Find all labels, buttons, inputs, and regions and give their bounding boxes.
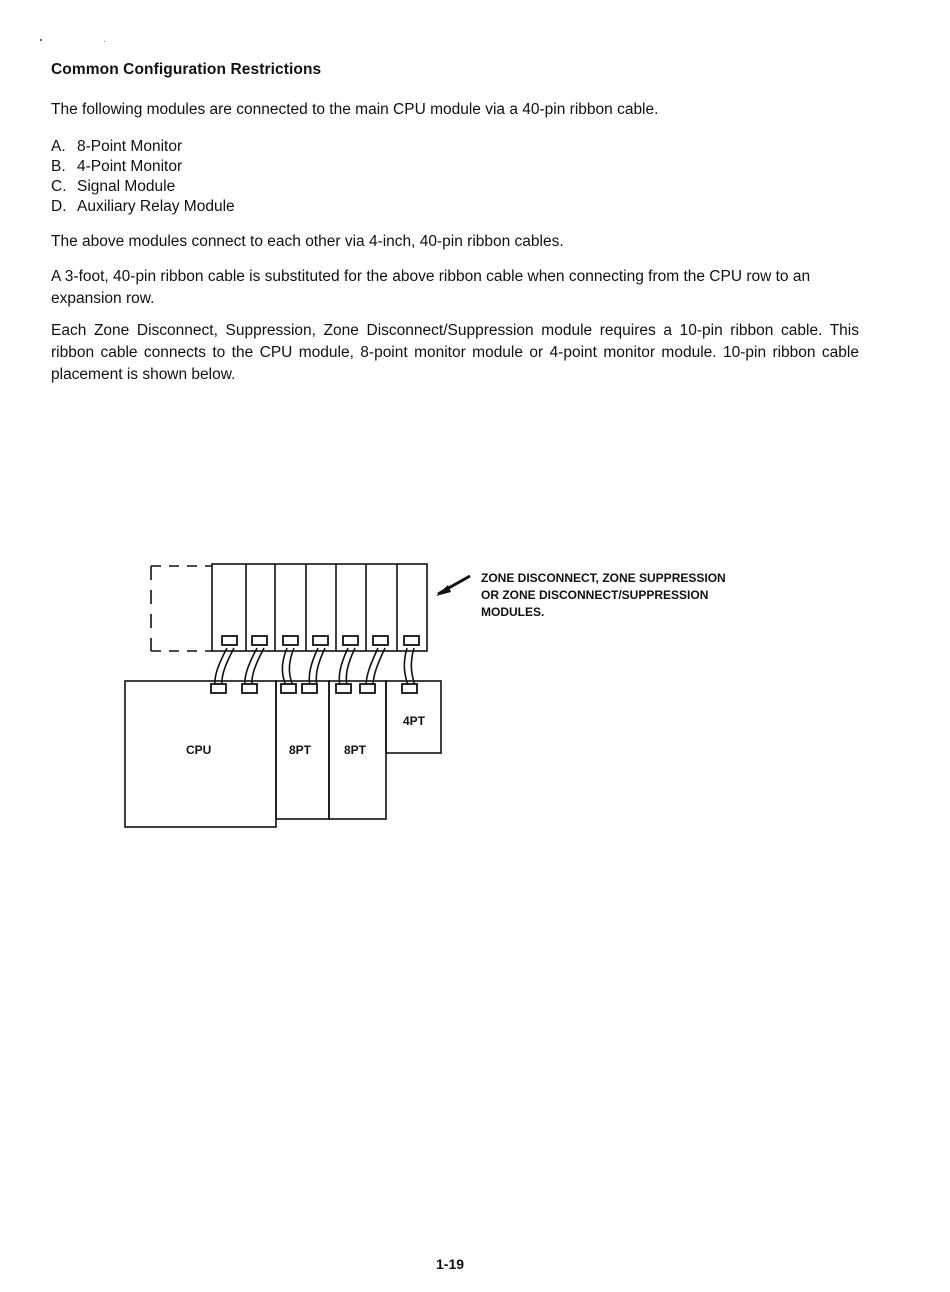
page-number: 1-19: [436, 1256, 465, 1272]
intro-paragraph: The following modules are connected to the main CPU module via a 40-pin ribbon cable.: [51, 101, 659, 118]
list-item-label: Auxiliary Relay Module: [77, 198, 235, 215]
callout-line: ZONE DISCONNECT, ZONE SUPPRESSION: [481, 571, 726, 585]
zone-paragraph: Each Zone Disconnect, Suppression, Zone Disconnect/Suppression module requires a 10-pin ribbon cable. This ribbon cable connects to the CPU module, 8-point monitor module or 4-point monitor module. 10-pin ribbon cable placement is shown below.: [51, 322, 859, 383]
module-8pt-2-label: 8PT: [344, 743, 367, 757]
list-item-label: 8-Point Monitor: [77, 138, 183, 155]
zone-connectors: [222, 636, 419, 645]
list-item-label: Signal Module: [77, 178, 176, 195]
section-heading: Common Configuration Restrictions: [51, 61, 322, 78]
cpu-label: CPU: [186, 743, 212, 757]
list-item-letter: A.: [51, 138, 66, 155]
list-item-letter: B.: [51, 158, 66, 175]
connect-paragraph: The above modules connect to each other via 4-inch, 40-pin ribbon cables.: [51, 233, 564, 250]
module-4pt-label: 4PT: [403, 714, 426, 728]
module-8pt-1-label: 8PT: [289, 743, 312, 757]
callout-line: OR ZONE DISCONNECT/SUPPRESSION: [481, 588, 709, 602]
list-item-letter: D.: [51, 198, 67, 215]
callout-text: [481, 570, 781, 621]
callout-line: MODULES.: [481, 605, 545, 619]
list-item-label: 4-Point Monitor: [77, 158, 183, 175]
substitute-paragraph: A 3-foot, 40-pin ribbon cable is substituted for the above ribbon cable when connecting from the CPU row to an expansion row.: [51, 268, 811, 307]
list-item-letter: C.: [51, 178, 67, 195]
